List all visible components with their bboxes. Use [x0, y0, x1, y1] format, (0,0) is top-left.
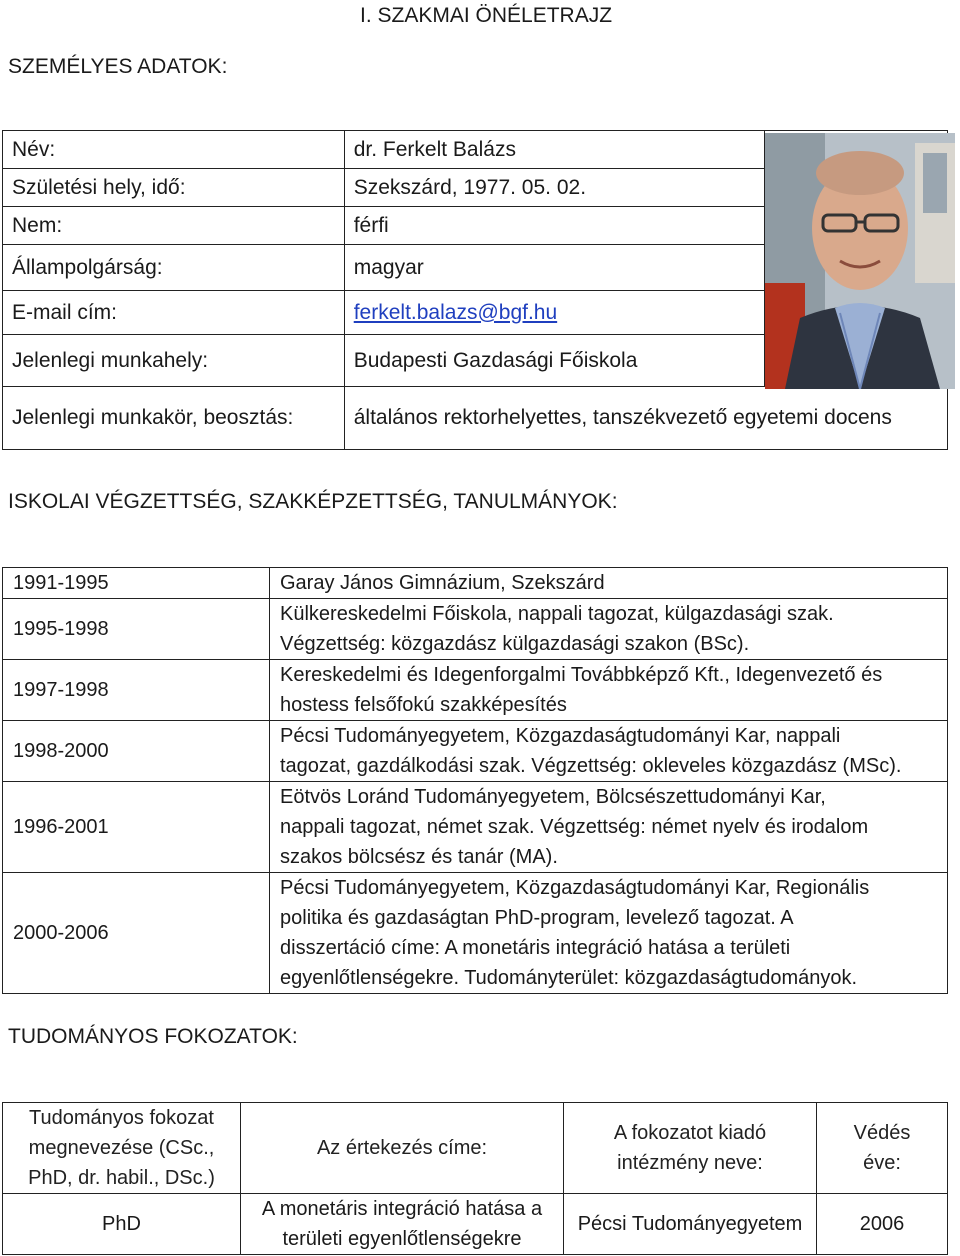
table-row — [3, 599, 948, 660]
birth-value: Szekszárd, 1977. 05. 02. — [344, 169, 764, 207]
education-years: 1995-1998 — [3, 599, 270, 660]
gender-value: férfi — [344, 207, 764, 245]
education-line: disszertáció címe: A monetáris integráció hatása a területi — [280, 937, 791, 959]
header-line: A fokozatot kiadó — [613, 1122, 767, 1144]
education-years: 1996-2001 — [3, 782, 270, 873]
education-line: hostess felsőfokú szakképesítés — [280, 694, 567, 716]
table-row — [3, 873, 948, 994]
education-line: Pécsi Tudományegyetem, Közgazdaságtudományi Kar, nappali — [280, 725, 841, 747]
portrait-photo-icon — [765, 133, 955, 389]
position-value: általános rektorhelyettes, tanszékvezető egyetemi docens — [344, 387, 947, 450]
gender-label: Nem: — [3, 207, 345, 245]
education-years: 1998-2000 — [3, 721, 270, 782]
education-table — [2, 567, 948, 994]
table-row — [3, 782, 948, 873]
position-label: Jelenlegi munkakör, beosztás: — [3, 387, 345, 450]
issuing-institution: Pécsi Tudományegyetem — [564, 1194, 817, 1255]
column-header-institution — [564, 1103, 817, 1194]
header-line: éve: — [863, 1152, 901, 1174]
header-line: Védés — [853, 1122, 911, 1144]
table-row — [3, 660, 948, 721]
education-years: 2000-2006 — [3, 873, 270, 994]
header-line: PhD, dr. habil., DSc.) — [28, 1167, 215, 1189]
table-row — [3, 721, 948, 782]
education-line: Végzettség: közgazdász külgazdasági szakon (BSc). — [280, 633, 750, 655]
education-line: egyenlőtlenségekre. Tudományterület: közgazdaságtudományok. — [280, 967, 858, 989]
education-line: nappali tagozat, német szak. Végzettség: német nyelv és irodalom — [280, 816, 869, 838]
portrait-photo — [765, 133, 955, 389]
document-title: I. SZAKMAI ÖNÉLETRAJZ — [360, 4, 613, 27]
education-description — [270, 660, 948, 721]
name-value: dr. Ferkelt Balázs — [344, 131, 764, 169]
email-link[interactable]: ferkelt.balazs@bgf.hu — [353, 300, 558, 324]
degrees-table — [2, 1102, 948, 1255]
email-value — [344, 291, 764, 335]
column-header-degree — [3, 1103, 241, 1194]
education-line: Garay János Gimnázium, Szekszárd — [280, 572, 605, 594]
title-line: területi egyenlőtlenségekre — [282, 1228, 522, 1250]
education-description — [270, 873, 948, 994]
education-line: politika és gazdaságtan PhD-program, levelező tagozat. A — [280, 907, 794, 929]
header-line: Az értekezés címe: — [316, 1137, 488, 1159]
degrees-heading: TUDOMÁNYOS FOKOZATOK: — [8, 1025, 298, 1048]
education-description — [270, 721, 948, 782]
education-description — [270, 782, 948, 873]
dissertation-title — [241, 1194, 564, 1255]
column-header-title — [241, 1103, 564, 1194]
workplace-value: Budapesti Gazdasági Főiskola — [344, 335, 764, 387]
table-row — [3, 568, 948, 599]
table-row — [3, 1194, 948, 1255]
title-line: A monetáris integráció hatása a — [261, 1198, 543, 1220]
table-header-row — [3, 1103, 948, 1194]
email-label: E-mail cím: — [3, 291, 345, 335]
header-line: megnevezése (CSc., — [28, 1137, 215, 1159]
degree-name: PhD — [3, 1194, 241, 1255]
education-line: Kereskedelmi és Idegenforgalmi Továbbképző Kft., Idegenvezető és — [280, 664, 883, 686]
column-header-year — [817, 1103, 948, 1194]
header-line: Tudományos fokozat — [29, 1107, 214, 1129]
education-line: Pécsi Tudományegyetem, Közgazdaságtudományi Kar, Regionális — [280, 877, 870, 899]
citizenship-value: magyar — [344, 245, 764, 291]
defense-year: 2006 — [817, 1194, 948, 1255]
personal-data-heading: SZEMÉLYES ADATOK: — [8, 55, 228, 78]
birth-label: Születési hely, idő: — [3, 169, 345, 207]
education-heading: ISKOLAI VÉGZETTSÉG, SZAKKÉPZETTSÉG, TANULMÁNYOK: — [8, 490, 618, 513]
education-years: 1997-1998 — [3, 660, 270, 721]
education-description — [270, 599, 948, 660]
education-years: 1991-1995 — [3, 568, 270, 599]
education-line: szakos bölcsész és tanár (MA). — [280, 846, 558, 868]
education-description — [270, 568, 948, 599]
workplace-label: Jelenlegi munkahely: — [3, 335, 345, 387]
education-line: Külkereskedelmi Főiskola, nappali tagozat, külgazdasági szak. — [280, 603, 834, 625]
citizenship-label: Állampolgárság: — [3, 245, 345, 291]
table-row — [3, 387, 948, 450]
education-line: Eötvös Loránd Tudományegyetem, Bölcsészettudományi Kar, — [280, 786, 826, 808]
name-label: Név: — [3, 131, 345, 169]
header-line: intézmény neve: — [617, 1152, 763, 1174]
education-line: tagozat, gazdálkodási szak. Végzettség: okleveles közgazdász (MSc). — [280, 755, 902, 777]
